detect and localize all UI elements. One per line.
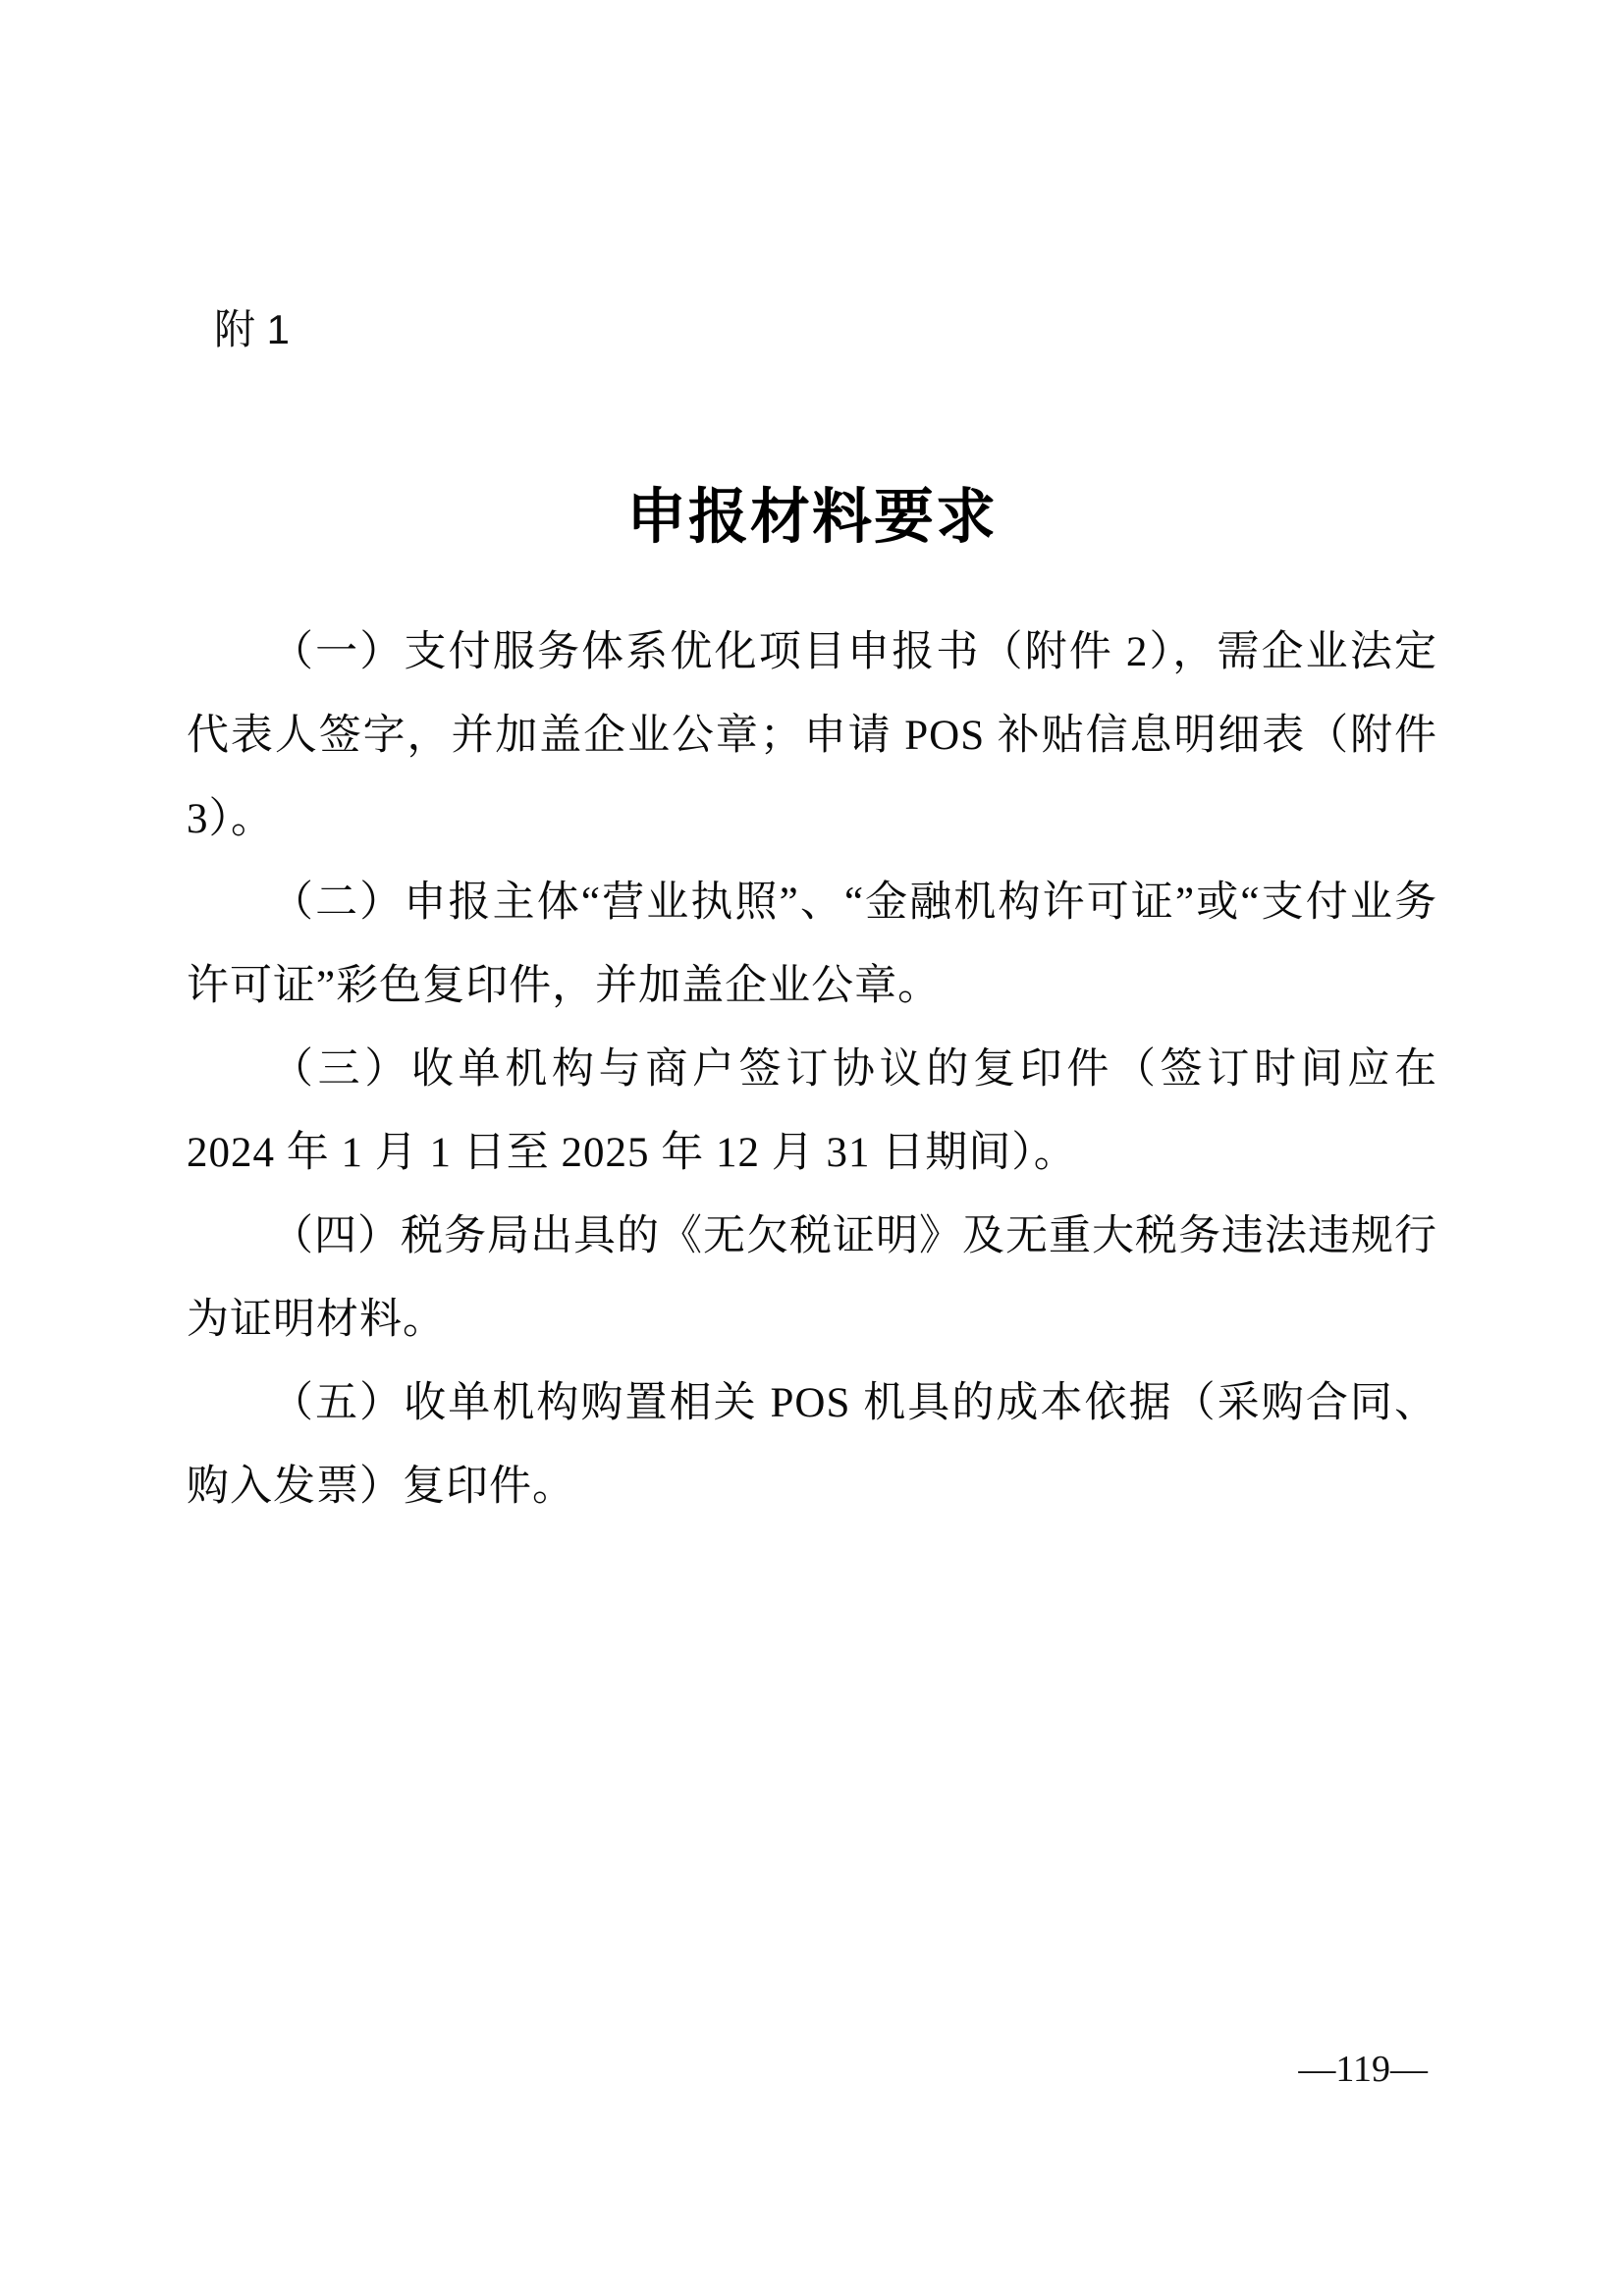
paragraph-3: （三）收单机构与商户签订协议的复印件（签订时间应在 2024 年 1 月 1 日至 2025 年 12 月 31 日期间）。	[187, 1046, 1437, 1176]
paragraph-1: （一）支付服务体系优化项目申报书（附件 2），需企业法定代表人签字，并加盖企业公章；申请 POS 补贴信息明细表（附件 3）。	[187, 629, 1437, 842]
page-number: —119—	[1298, 2049, 1428, 2090]
paragraph-4: （四）税务局出具的《无欠税证明》及无重大税务违法违规行为证明材料。	[187, 1213, 1437, 1343]
attachment-label: 附 1	[214, 306, 291, 352]
paragraph-2: （二）申报主体“营业执照”、“金融机构许可证”或“支付业务许可证”彩色复印件，并加盖企业公章。	[187, 880, 1437, 1009]
paragraph-5: （五）收单机构购置相关 POS 机具的成本依据（采购合同、购入发票）复印件。	[187, 1380, 1437, 1510]
page-title: 申报材料要求	[625, 484, 998, 551]
document-body	[187, 611, 1437, 1528]
